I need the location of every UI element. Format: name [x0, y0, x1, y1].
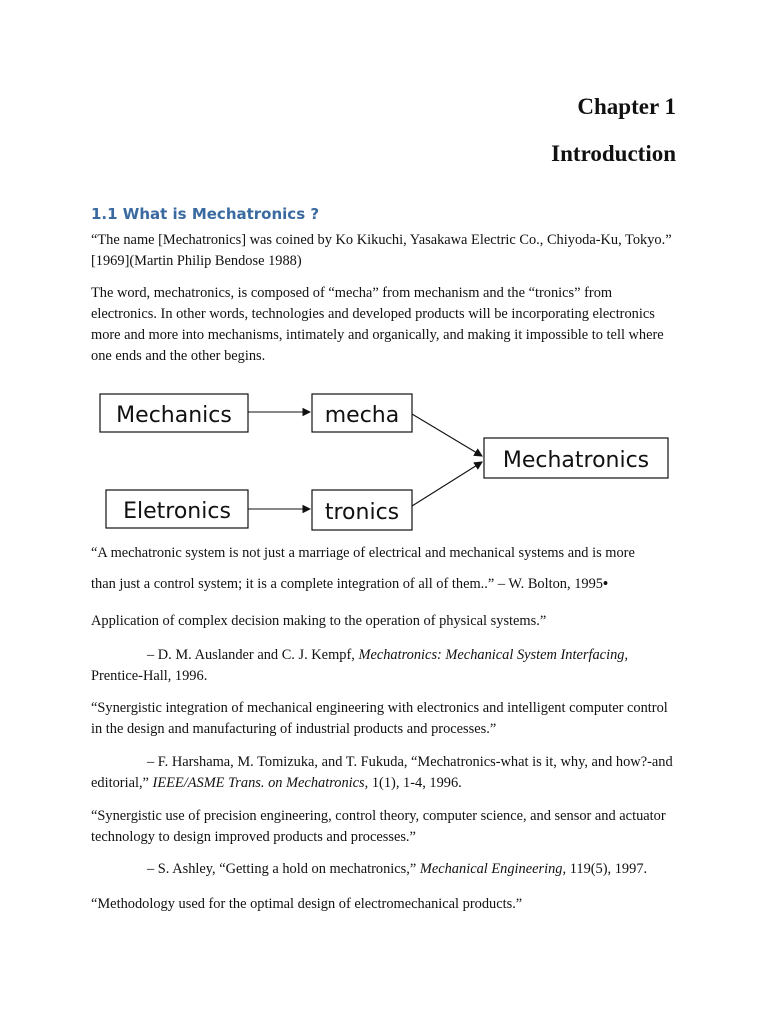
ashley-attribution: [91, 859, 681, 880]
arrow-mecha-to-mechatronics: [412, 414, 482, 456]
attribution-author: – D. M. Auslander and C. J. Kempf,: [147, 647, 359, 663]
coined-paragraph: “The name [Mechatronics] was coined by Ko Kikuchi, Yasakawa Electric Co., Chiyoda-Ku, Tokyo.” [1969](Martin Philip Bendose 1988): [91, 232, 672, 269]
chapter-title: Introduction: [551, 141, 676, 166]
attribution-publisher: , Prentice-Hall, 1996.: [91, 647, 629, 684]
bolton-quote-line1: “A mechatronic system is not just a marriage of electrical and mechanical systems and is more: [91, 545, 635, 561]
attribution-publisher: , 1(1), 1-4, 1996.: [364, 775, 462, 791]
harshama-attribution: [91, 752, 681, 794]
ashley-quote: “Synergistic use of precision engineering, control theory, computer science, and sensor and actuator technology to design improved products and processes.”: [91, 808, 666, 845]
mechanics-label: Mechanics: [116, 403, 232, 428]
attribution-publisher: 119(5), 1997.: [566, 861, 648, 877]
attribution-title: Mechanical Engineering,: [419, 861, 567, 877]
bolton-quote-line2: [91, 574, 681, 595]
chapter-number: Chapter 1: [577, 94, 676, 119]
mechatronics-label: Mechatronics: [502, 448, 650, 473]
arrow-tronics-to-mechatronics: [412, 462, 482, 506]
electronics-label: Eletronics: [123, 499, 231, 524]
attribution-author: – F. Harshama, M. Tomizuka, and T. Fukuda, “Mechatronics-what is it, why, and how?-and editorial,”: [91, 754, 673, 791]
methodology-quote: “Methodology used for the optimal design of electromechanical products.”: [91, 896, 523, 912]
auslander-quote: Application of complex decision making to the operation of physical systems.”: [91, 613, 547, 629]
mecha-label: mecha: [324, 403, 400, 428]
bolton-quote-text: than just a control system; it is a complete integration of all of them..” – W. Bolton, 1995: [91, 576, 603, 592]
harshama-quote: “Synergistic integration of mechanical engineering with electronics and intelligent computer control in the design and manufacturing of industrial products and processes.”: [91, 700, 668, 737]
auslander-attribution: [91, 645, 681, 687]
attribution-title: Mechatronics: Mechanical System Interfacing: [358, 647, 625, 663]
section-heading: 1.1 What is Mechatronics ?: [91, 205, 320, 223]
tronics-label: tronics: [324, 500, 400, 525]
attribution-title: IEEE/ASME Trans. on Mechatronics: [152, 775, 365, 791]
bullet-mark: •: [602, 576, 609, 592]
mechatronics-diagram: [96, 388, 676, 536]
attribution-author: – S. Ashley, “Getting a hold on mechatronics,”: [147, 861, 420, 877]
definition-paragraph: The word, mechatronics, is composed of “mecha” from mechanism and the “tronics” from electronics. In other words, technologies and developed products will be incorporating electronics more and more into mechanisms, intimately and organically, and making it impossible to tell where one ends and the other begins.: [91, 285, 664, 364]
